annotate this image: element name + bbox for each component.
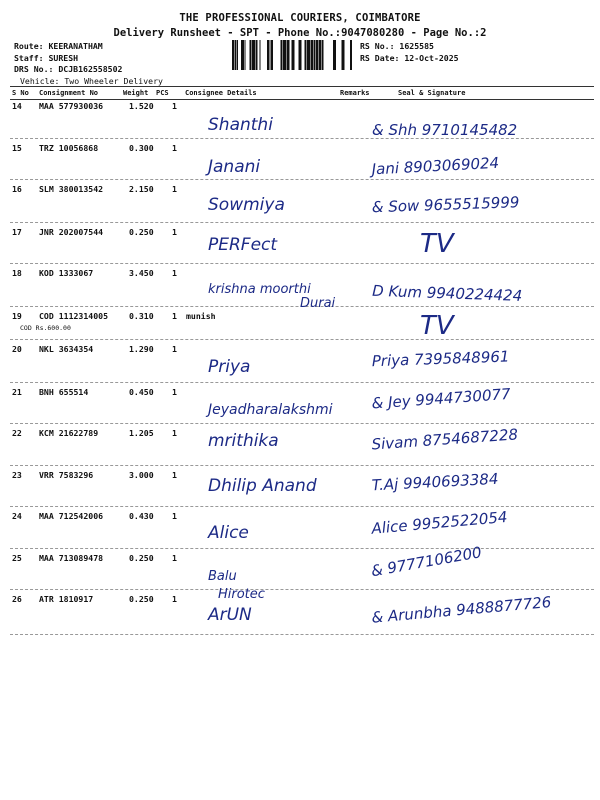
row-weight: 0.250 [129,553,154,563]
barcode-bar [307,40,310,70]
barcode-bar [305,40,307,70]
barcode-bar [350,40,352,70]
row-divider [10,306,594,307]
barcode-bar [256,40,258,70]
row-consignment-no: JNR 202007544 [39,227,104,237]
handwritten-name: PERFect [208,235,278,255]
handwritten-name: mrithika [208,431,279,451]
row-pcs: 1 [172,184,177,194]
staff-label: Staff: SURESH [14,53,79,63]
row-sno: 24 [12,511,22,521]
row-pcs: 1 [172,511,177,521]
row-weight: 3.000 [129,470,154,480]
handwritten-name: krishna moorthi Durai [208,282,336,311]
handwritten-name: Jeyadharalakshmi [208,402,333,418]
barcode-bar [235,40,237,70]
handwritten-signature: Sivam 8754687228 [371,425,519,454]
barcode-bar [292,40,295,70]
row-consignment-no: MAA 712542006 [39,511,104,521]
barcode-bar [314,40,315,70]
row-sno: 15 [12,143,22,153]
row-pcs: 1 [172,470,177,480]
barcode-bar [322,40,324,70]
rs-date: RS Date: 12-Oct-2025 [360,53,459,63]
barcode [232,40,356,70]
handwritten-signature: & 9777106200 [369,543,484,581]
row-divider [10,634,594,635]
row-weight: 0.300 [129,143,154,153]
row-sno: 23 [12,470,22,480]
handwritten-name: Janani [208,157,261,177]
row-weight: 0.430 [129,511,154,521]
row-consignment-no: ATR 1810917 [39,594,94,604]
barcode-bar [237,40,238,70]
row-divider [10,339,594,340]
col-seal-signature: Seal & Signature [398,89,466,97]
handwritten-name: Dhilip Anand [208,476,317,496]
row-pcs: 1 [172,428,177,438]
row-consignment-no: SLM 380013542 [39,184,104,194]
col-consignee: Consignee Details [185,89,257,97]
row-divider [10,506,594,507]
handwritten-signature: Priya 7395848961 [371,347,510,371]
row-consignee: munish [186,311,216,321]
handwritten-signature: T.Aj 9940693384 [371,469,499,495]
row-weight: 1.205 [129,428,154,438]
col-remarks: Remarks [340,89,370,97]
row-divider [10,548,594,549]
runsheet-subtitle: Delivery Runsheet - SPT - Phone No.:9047080280 - Page No.:2 [113,27,487,39]
col-pcs: PCS [156,89,169,97]
row-consignment-no: NKL 3634354 [39,344,94,354]
row-weight: 0.310 [129,311,154,321]
handwritten-name: Shanthi [208,115,273,135]
col-consignment: Consignment No [39,89,99,97]
header-bottom-rule [10,99,594,100]
barcode-bar [271,40,273,70]
handwritten-name: Priya [208,357,251,377]
row-divider [10,382,594,383]
row-weight: 0.250 [129,594,154,604]
route-label: Route: KEERANATHAM [14,41,103,51]
barcode-bar [342,40,345,70]
barcode-bar [299,40,302,70]
barcode-bar [241,40,244,70]
barcode-bar [232,40,234,70]
handwritten-name: ArUN [208,605,252,625]
row-weight: 1.290 [129,344,154,354]
handwritten-signature: & Jey 9944730077 [371,384,512,413]
row-sno: 20 [12,344,22,354]
row-sno: 25 [12,553,22,563]
handwritten-signature: & Arunbha 9488877726 [370,593,553,627]
row-consignment-no: TRZ 10056868 [39,143,99,153]
handwritten-name: Sowmiya [208,195,285,215]
row-sno: 14 [12,101,22,111]
col-weight: Weight [123,89,149,97]
row-pcs: 1 [172,553,177,563]
row-sno: 26 [12,594,22,604]
row-divider [10,423,594,424]
row-pcs: 1 [172,387,177,397]
barcode-bar [319,40,321,70]
row-weight: 0.250 [129,227,154,237]
row-consignment-no: BNH 655514 [39,387,89,397]
handwritten-signature: & Sow 9655515999 [371,193,520,217]
handwritten-name: Alice [208,523,249,543]
row-sno: 22 [12,428,22,438]
row-pcs: 1 [172,594,177,604]
rs-number: RS No.: 1625585 [360,41,434,51]
barcode-bar [245,40,246,70]
row-consignment-no: KCM 21622789 [39,428,99,438]
barcode-bar [267,40,269,70]
barcode-bar [283,40,286,70]
barcode-bar [333,40,336,70]
row-pcs: 1 [172,344,177,354]
row-pcs: 1 [172,311,177,321]
row-pcs: 1 [172,143,177,153]
row-sno: 16 [12,184,22,194]
barcode-bar [287,40,290,70]
row-weight: 3.450 [129,268,154,278]
row-cod-amount: COD Rs.600.00 [20,324,71,332]
row-divider [10,465,594,466]
row-weight: 0.450 [129,387,154,397]
handwritten-signature: TV [420,229,454,259]
barcode-bar [316,40,319,70]
row-consignment-no: KOD 1333067 [39,268,94,278]
header-top-rule [10,86,594,87]
row-consignment-no: COD 1112314005 [39,311,109,321]
runsheet-title: THE PROFESSIONAL COURIERS, COIMBATORE [179,12,421,24]
barcode-bar [250,40,252,70]
row-weight: 1.520 [129,101,154,111]
row-divider [10,179,594,180]
row-consignment-no: MAA 577930036 [39,101,104,111]
barcode-bar [260,40,261,70]
row-sno: 21 [12,387,22,397]
barcode-bar [281,40,283,70]
row-divider [10,222,594,223]
handwritten-signature: Jani 8903069024 [371,153,500,179]
row-weight: 2.150 [129,184,154,194]
barcode-bar [270,40,271,70]
row-divider [10,138,594,139]
barcode-bar [311,40,314,70]
vehicle-label: Vehicle: Two Wheeler Delivery [20,76,163,86]
handwritten-name: Balu Hirotec [208,569,265,602]
row-consignment-no: MAA 713089478 [39,553,104,563]
barcode-bar [252,40,255,70]
row-pcs: 1 [172,268,177,278]
handwritten-signature: Alice 9952522054 [370,507,509,538]
row-pcs: 1 [172,101,177,111]
row-pcs: 1 [172,227,177,237]
col-sno: S No [12,89,29,97]
row-consignment-no: VRR 7583296 [39,470,94,480]
drs-number: DRS No.: DCJB162558502 [14,64,123,74]
row-divider [10,263,594,264]
row-sno: 19 [12,311,22,321]
row-sno: 17 [12,227,22,237]
row-divider [10,589,594,590]
row-sno: 18 [12,268,22,278]
handwritten-signature: & Shh 9710145482 [372,121,518,139]
handwritten-signature: D Kum 9940224424 [371,281,523,305]
handwritten-signature: TV [420,311,454,341]
